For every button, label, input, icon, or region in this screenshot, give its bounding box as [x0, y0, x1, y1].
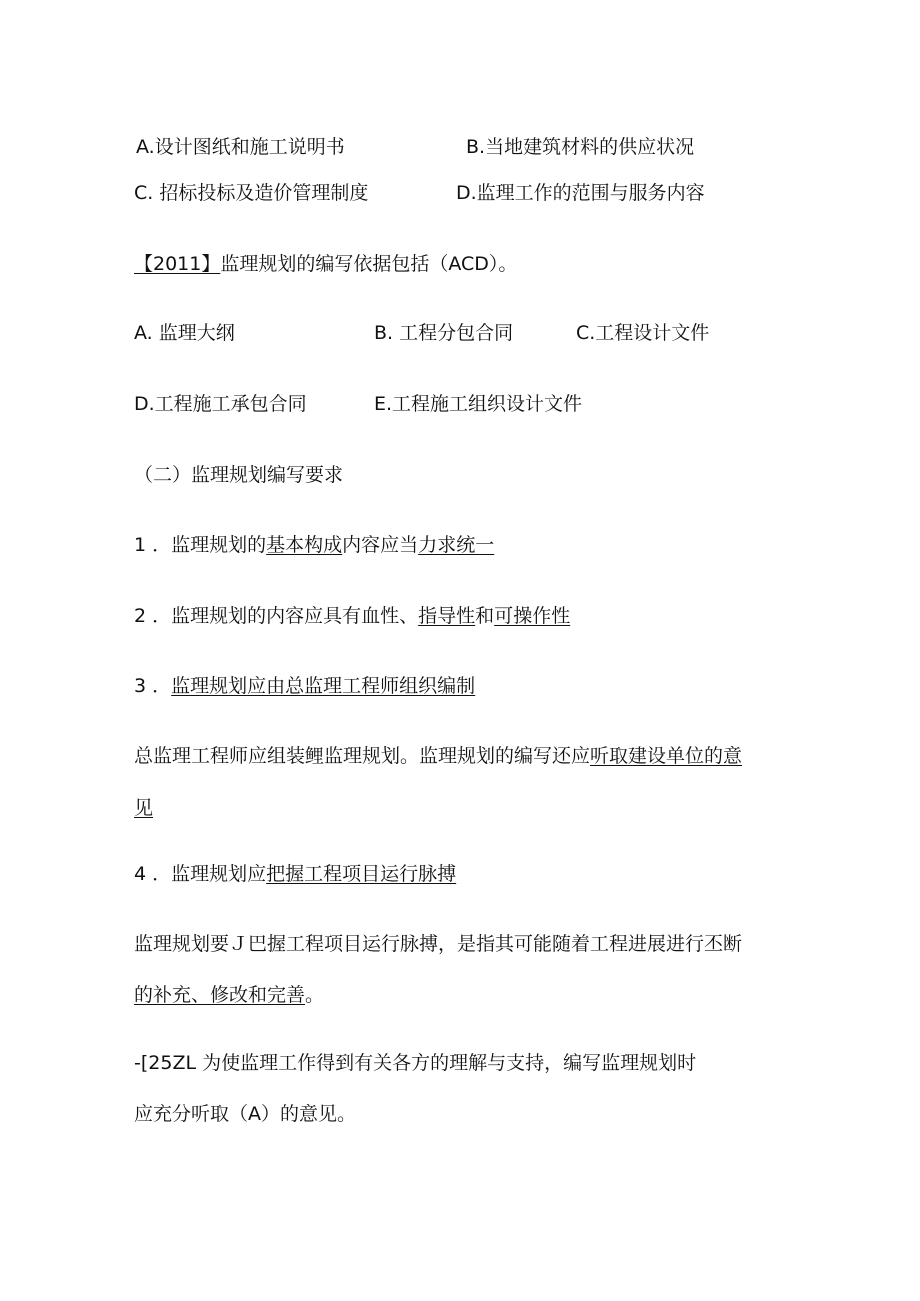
list-item-1 [134, 533, 494, 557]
item-underlined: 力求统一 [418, 534, 495, 556]
q2-stem: 监理规划的编写依据包括（ACD）。 [220, 253, 518, 275]
item-underlined: 指导性 [418, 605, 476, 627]
q2-option-b: B. 工程分包合同 [374, 322, 514, 344]
q1-option-a: A.设计图纸和施工说明书 [136, 136, 345, 158]
q2-year-tag: 【2011】 [134, 253, 221, 275]
item-underlined: 把握工程项目运行脉搏 [266, 863, 457, 885]
paragraph-underlined: 听取建设单位的意 [590, 745, 743, 767]
q1-option-c: C. 招标投标及造价管理制度 [134, 182, 369, 204]
item-number: 2 [134, 605, 147, 627]
item-text: 和 [475, 605, 495, 627]
item-number: 4 [134, 863, 147, 885]
paragraph-underlined: 见 [134, 797, 154, 819]
item-number: 1 [134, 534, 147, 556]
paragraph-line: 监理规划要Ｊ巴握工程项目运行脉搏，是指其可能随着工程进展进行丕断 [134, 933, 743, 955]
paragraph-line [134, 796, 153, 820]
q2-option-a: A. 监理大纲 [134, 322, 235, 344]
paragraph-line [134, 983, 324, 1007]
q2-option-e: E.工程施工组织设计文件 [374, 393, 583, 415]
q3-question-line: -[25ZL 为使监理工作得到有关各方的理解与支持，编写监理规划时 [134, 1052, 697, 1074]
item-text: ．监理规划的内容应具有血性、 [152, 605, 419, 627]
section-heading: （二）监理规划编写要求 [134, 464, 344, 486]
paragraph-text: 。 [305, 984, 325, 1006]
q1-option-b: B.当地建筑材料的供应状况 [466, 136, 695, 158]
item-underlined: 可操作性 [494, 605, 571, 627]
item-text: ． [152, 675, 172, 697]
item-underlined: 基本构成 [266, 534, 343, 556]
item-text: 内容应当 [342, 534, 419, 556]
paragraph-text: 总监理工程师应组装鲤监理规划。监理规划的编写还应 [134, 745, 591, 767]
item-text: ．监理规划的 [152, 534, 267, 556]
paragraph-underlined: 的补充、修改和完善 [134, 984, 306, 1006]
item-number: 3 [134, 675, 147, 697]
list-item-2 [134, 604, 570, 628]
q1-option-d: D.监理工作的范围与服务内容 [456, 182, 705, 204]
list-item-4 [134, 862, 456, 886]
q3-question-line: 应充分听取（A）的意见。 [134, 1103, 356, 1125]
q2-question [134, 252, 517, 276]
item-text: ．监理规划应 [152, 863, 267, 885]
paragraph-line [134, 744, 742, 768]
item-underlined: 监理规划应由总监理工程师组织编制 [171, 675, 476, 697]
q2-option-c: C.工程设计文件 [576, 322, 710, 344]
list-item-3 [134, 674, 475, 698]
q2-option-d: D.工程施工承包合同 [134, 393, 307, 415]
